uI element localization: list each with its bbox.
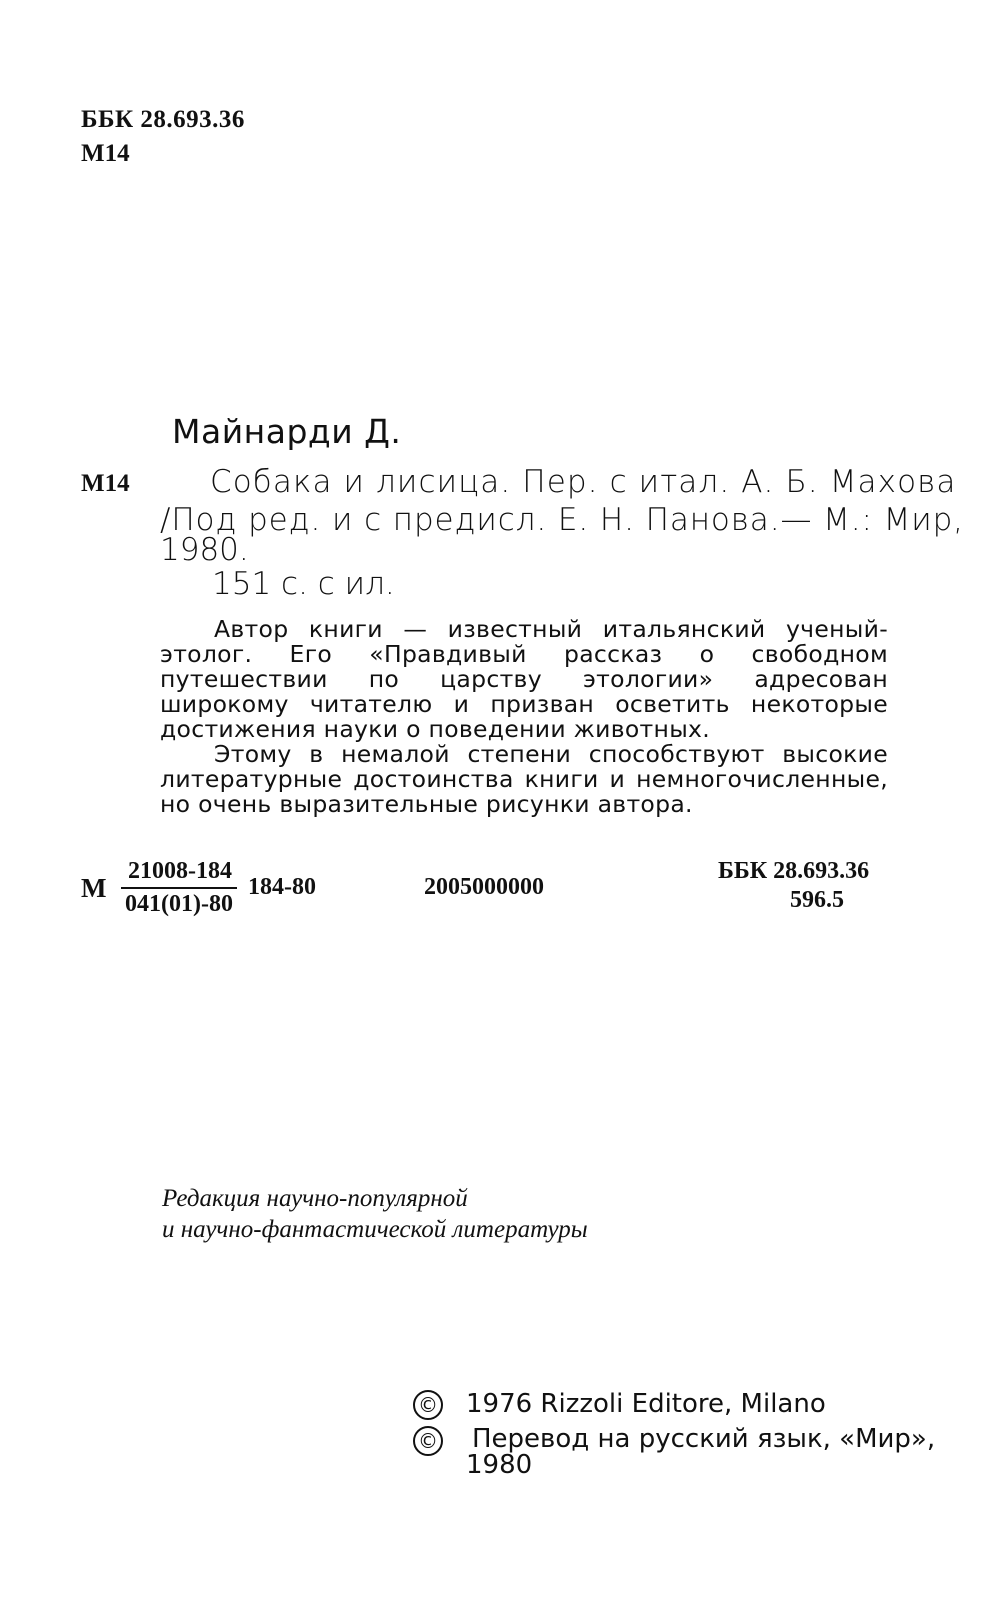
fraction-denominator: 041(01)-80 (125, 891, 233, 917)
udk-code: 596.5 (790, 887, 844, 913)
card-author-mark: М14 (81, 470, 130, 497)
fraction-numerator: 21008-184 (127, 858, 232, 884)
author-mark-top: М14 (81, 140, 130, 167)
editorial-line-2: и научно-фантастической литературы (162, 1216, 588, 1243)
page-count: 151 с. с ил. (212, 566, 395, 602)
annotation (160, 617, 888, 817)
index-fraction (121, 858, 237, 918)
copyright-line-3: 1980 (466, 1450, 533, 1480)
price-code: 184-80 (248, 874, 316, 900)
editorial-office (162, 1183, 588, 1245)
bbk-classification-top: ББК 28.693.36 (81, 106, 245, 133)
bbk-classification-bottom: ББК 28.693.36 (718, 858, 870, 884)
copyright-icon: © (413, 1426, 443, 1456)
index-letter: М (81, 873, 107, 903)
copyright-line-2: Перевод на русский язык, «Мир», (472, 1424, 936, 1454)
title-line-2: /Под ред. и с предисл. Е. Н. Панова.— М.: Мир, (160, 502, 964, 538)
editorial-line-1: Редакция научно-популярной (162, 1185, 468, 1212)
author-name: Майнарди Д. (172, 412, 402, 451)
annotation-paragraph-1: Автор книги — известный итальянский ученый-этолог. Его «Правдивый рассказ о свободном путешествии по царству этологии» адресован широкому читателю и призван осветить некоторые достижения науки о поведении животных. (160, 615, 888, 743)
isbn-code: 2005000000 (424, 874, 544, 900)
title-line-1: Собака и лисица. Пер. с итал. А. Б. Махова (210, 464, 957, 500)
title-line-3: 1980. (160, 532, 249, 568)
annotation-paragraph-2: Этому в немалой степени способствуют высокие литературные достоинства книги и немногочисленные, но очень выразительные рисунки автора. (160, 740, 888, 818)
copyright-line-1: 1976 Rizzoli Editore, Milano (466, 1389, 826, 1419)
copyright-icon: © (413, 1390, 443, 1420)
